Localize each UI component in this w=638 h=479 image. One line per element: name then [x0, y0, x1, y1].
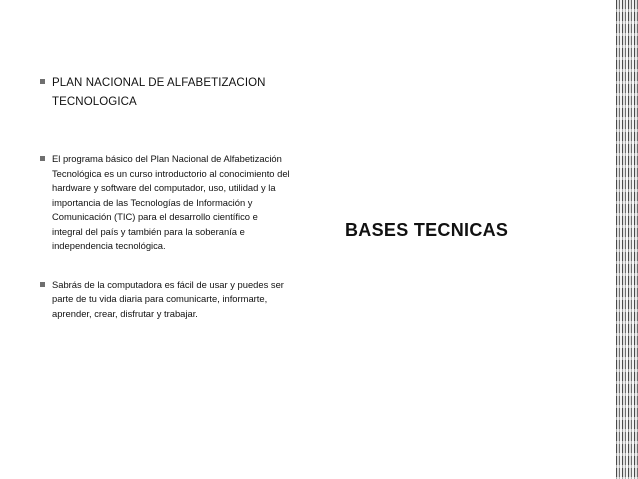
bullet-list	[40, 74, 290, 321]
square-bullet-icon	[40, 282, 45, 287]
square-bullet-icon	[40, 156, 45, 161]
square-bullet-icon	[40, 79, 45, 84]
slide-title: BASES TECNICAS	[345, 220, 509, 240]
bullet-item	[40, 74, 290, 112]
bullet-text: Sabrás de la computadora es fácil de usar y puedes ser parte de tu vida diaria para comunicarte, informarte, aprender, crear, disfrutar y trabajar.	[52, 278, 284, 319]
bullet-text: El programa básico del Plan Nacional de Alfabetización Tecnológica es un curso introductorio al conocimiento del hardware y software del computador, uso, utilidad y la importancia de las Tecnologías de Información y Comunicación (TIC) para el desarrollo científico e integral del país y también para la soberanía e independencia tecnológica.	[52, 153, 290, 251]
decorative-border	[616, 0, 638, 479]
bullet-item	[40, 278, 290, 322]
bullet-text: PLAN NACIONAL DE ALFABETIZACION TECNOLOGICA	[52, 77, 266, 108]
bullet-item	[40, 152, 290, 254]
